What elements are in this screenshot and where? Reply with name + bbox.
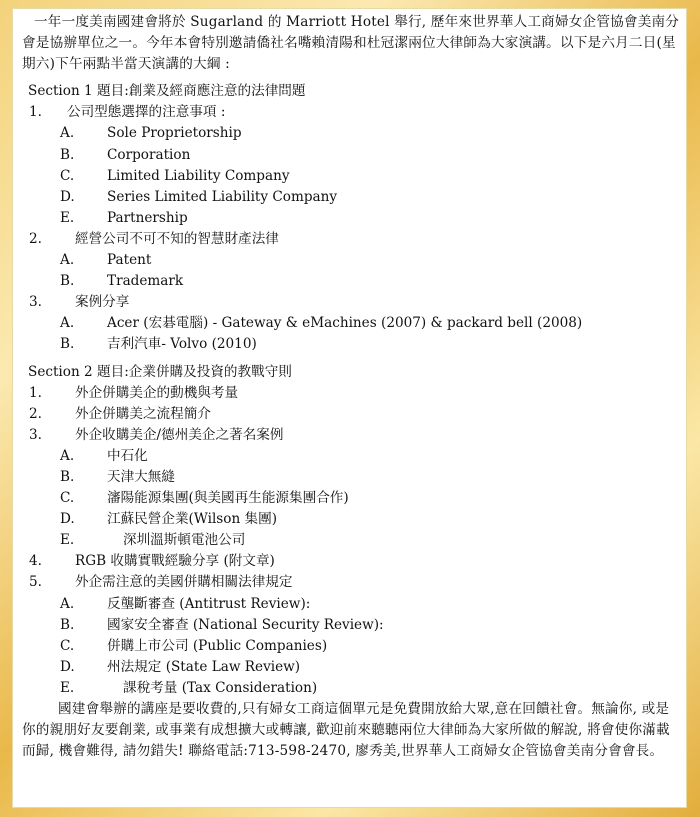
sub-list-item: E. 課稅考量 (Tax Consideration) [60,679,318,696]
section-1-title: Section 1 題目:創業及經商應注意的法律問題 [28,83,306,100]
sub-list-item: A. Patent [60,252,152,269]
section-1-list [22,102,682,355]
document-sheet [12,8,687,808]
sub-list-item: B. 國家安全審查 (National Security Review): [60,616,384,633]
sub-list-item: C. 瀋陽能源集團(與美國再生能源集團合作) [60,490,349,507]
sub-list-item: A. Acer (宏碁電腦) - Gateway & eMachines (2007) & packard bell (2008) [60,315,583,332]
sub-list-item: B. 吉利汽車- Volvo (2010) [60,336,257,353]
section-2-list [22,383,682,699]
list-item: 1. 外企併購美企的動機與考量 [29,384,239,401]
sub-list-item: A. Sole Proprietorship [60,125,242,142]
list-item: 3. 外企收購美企/德州美企之著名案例 [29,426,284,443]
sub-list-item: B. Corporation [60,146,191,163]
document-content [22,12,682,762]
intro-paragraph: 一年一度美南國建會將於 Sugarland 的 Marriott Hotel 舉行, 歷年來世界華人工商婦女企管協會美南分會是協辦單位之一。今年本會特別邀請僑社名嘴賴清陽和杜冠潔兩位大律師為大家演講。以下是六月二日(星期六)下午兩點半當天演講的大綱 : [22,14,680,73]
sub-list-item: D. 州法規定 (State Law Review) [60,658,301,675]
sub-list-item: C. Limited Liability Company [60,167,290,184]
sub-list-item: D. 江蘇民營企業(Wilson 集團) [60,511,278,528]
sub-list-item: D. Series Limited Liability Company [60,188,338,205]
sub-list-item: E. Partnership [60,209,188,226]
section-2-title: Section 2 題目:企業併購及投資的教戰守則 [28,363,292,380]
sub-list-item: E. 深圳溫斯頓電池公司 [60,532,246,549]
closing-paragraph: 國建會舉辦的講座是要收費的,只有婦女工商這個單元是免費開放給大眾,意在回饋社會。無論你, 或是你的親朋好友要創業, 或事業有成想擴大或轉讓, 歡迎前來聽聽兩位大律師為大家所做的解說, 將會使你滿載而歸, 機會難得, 請勿錯失! 聯絡電話:713-598-2470, 廖秀美,世界華人工商婦女企管協會美南分會會長。 [22,701,670,760]
list-item: 2. 外企併購美之流程簡介 [29,405,211,422]
sub-list-item: C. 併購上市公司 (Public Companies) [60,637,328,654]
list-item: 1. 公司型態選擇的注意事項 : [29,104,226,121]
list-item: 5. 外企需注意的美國併購相關法律規定 [29,574,293,591]
sub-list-item: B. 天津大無縫 [60,468,175,485]
sub-list-item: A. 中石化 [60,447,148,464]
sub-list-item: A. 反壟斷審查 (Antitrust Review): [60,595,311,612]
sub-list-item: B. Trademark [60,273,184,290]
list-item: 2. 經營公司不可不知的智慧財產法律 [29,230,279,247]
list-item: 4. RGB 收購實戰經驗分享 (附文章) [29,553,275,570]
list-item: 3. 案例分享 [29,294,130,311]
